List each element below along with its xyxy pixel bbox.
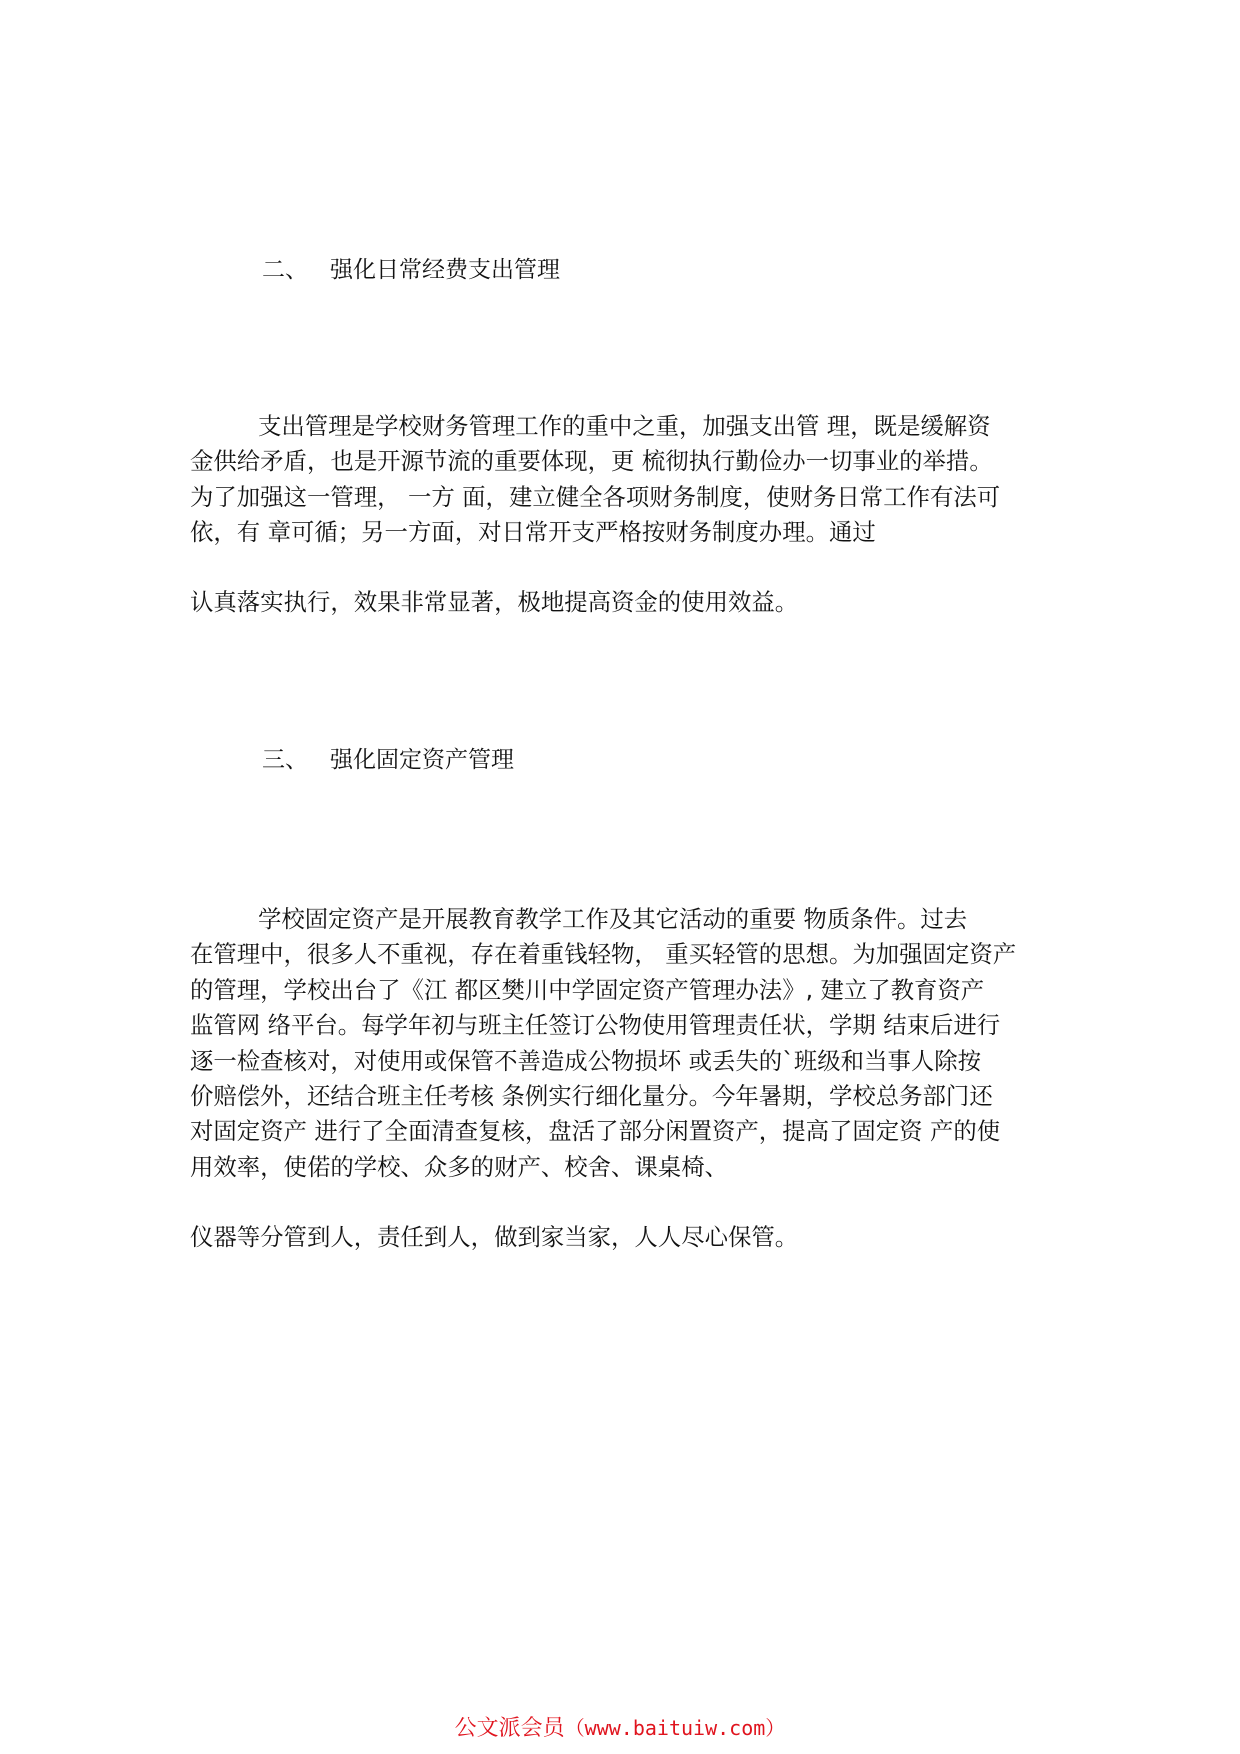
paragraph-line: 学校固定资产是开展教育教学工作及其它活动的重要 物质条件。过去	[258, 905, 968, 933]
paragraph-line: 对固定资产 进行了全面清查复核，盘活了部分闲置资产，提高了固定资 产的使	[190, 1117, 1001, 1146]
section-title: 强化日常经费支出管理	[330, 257, 560, 283]
footer-url[interactable]: （www.baituiw.com）	[564, 1716, 786, 1740]
footer-brand: 公文派会员	[454, 1716, 565, 1741]
section-number: 三、	[262, 747, 308, 773]
section-2-paragraph-tail: 认真落实执行，效果非常显著，极地提高资金的使用效益。	[190, 588, 799, 616]
section-heading-3	[262, 745, 514, 775]
paragraph-line: 依，有 章可循；另一方面，对日常开支严格按财务制度办理。通过	[190, 518, 876, 547]
section-title: 强化固定资产管理	[330, 747, 514, 773]
paragraph-line: 监管网 络平台。每学年初与班主任签订公物使用管理责任状，学期 结束后进行	[190, 1011, 1001, 1040]
paragraph-line: 价赔偿外，还结合班主任考核 条例实行细化量分。今年暑期，学校总务部门还	[190, 1082, 993, 1111]
paragraph-line: 用效率，使偌的学校、众多的财产、校舍、课桌椅、	[190, 1152, 728, 1181]
paragraph-line: 金供给矛盾，也是开源节流的重要体现，更 梳彻执行勤俭办一切事业的举措。	[190, 447, 993, 476]
section-3-paragraph	[190, 902, 1060, 1185]
paragraph-line: 在管理中，很多人不重视，存在着重钱轻物， 重买轻管的思想。为加强固定资产	[190, 940, 1017, 969]
watermark-footer	[0, 1714, 1240, 1743]
paragraph-line: 支出管理是学校财务管理工作的重中之重，加强支出管 理，既是缓解资	[258, 412, 991, 440]
paragraph-line: 的管理，学校出台了《江 都区樊川中学固定资产管理办法》, 建立了教育资产	[190, 975, 985, 1004]
section-heading-2	[262, 255, 560, 285]
paragraph-line: 逐一检查核对，对使用或保管不善造成公物损坏 或丢失的`班级和当事人除按	[190, 1046, 982, 1075]
section-3-paragraph-tail: 仪器等分管到人，责任到人，做到家当家，人人尽心保管。	[190, 1223, 799, 1251]
paragraph-line: 为了加强这一管理， 一方 面，建立健全各项财务制度，使财务日常工作有法可	[190, 482, 1001, 511]
section-number: 二、	[262, 257, 308, 283]
section-2-paragraph	[190, 409, 1060, 551]
